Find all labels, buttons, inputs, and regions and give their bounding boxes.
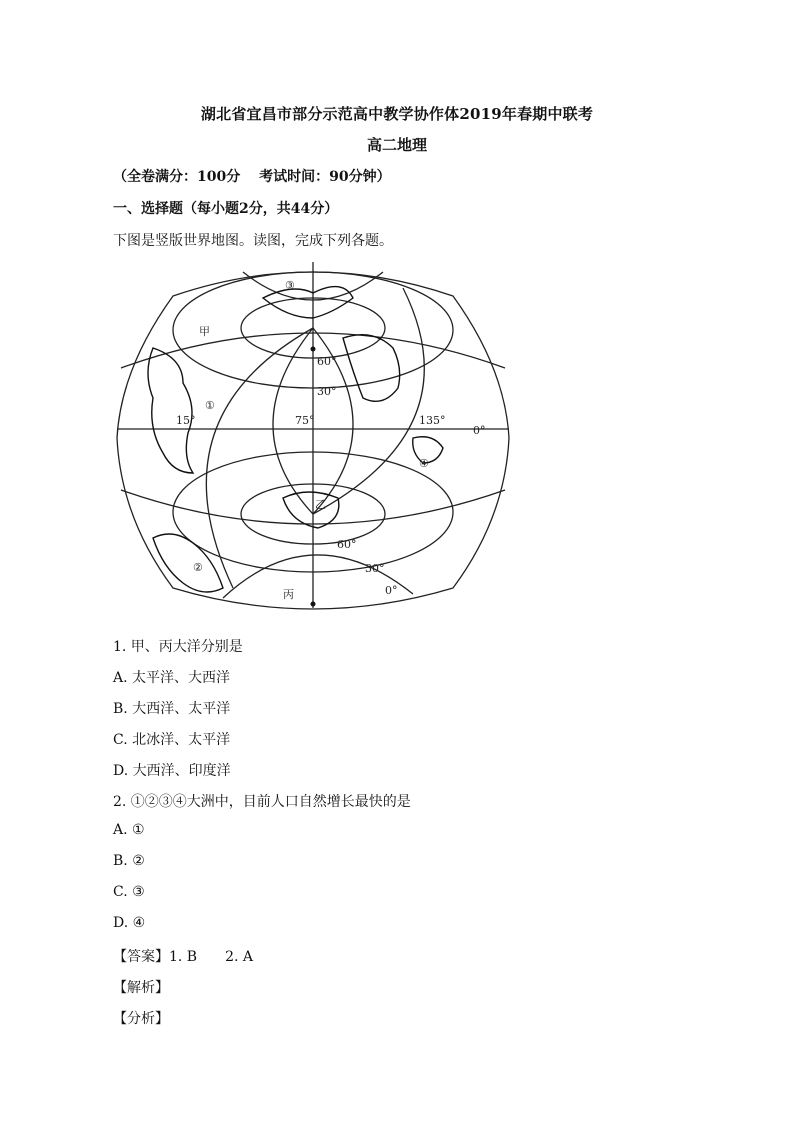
map-label-continent-1: ① (205, 399, 215, 412)
question-1-option-c: C. 北冰洋、太平洋 (113, 732, 231, 748)
world-map-figure (113, 258, 513, 620)
map-label-continent-3: ③ (285, 279, 295, 292)
map-label-jia: 甲 (199, 325, 210, 338)
exam-info: （全卷满分：100分 考试时间：90分钟） (113, 169, 391, 185)
analysis-heading: 【解析】 (113, 980, 169, 996)
question-2-option-c: C. ③ (113, 884, 145, 900)
answer-line: 【答案】1. B 2. A (113, 949, 254, 965)
map-label-60-degree-top: 60° (317, 355, 337, 368)
question-1-option-b: B. 大西洋、太平洋 (113, 701, 231, 717)
map-label-15-degree: 15° (176, 414, 196, 427)
map-label-0-degree-bottom: 0° (385, 584, 398, 597)
exam-title: 湖北省宜昌市部分示范高中教学协作体2019年春期中联考 (200, 105, 594, 123)
fenxi-heading: 【分析】 (113, 1011, 169, 1027)
map-label-30-degree-top: 30° (317, 385, 337, 398)
map-label-60-degree-bottom: 60° (337, 538, 357, 551)
question-1-stem: 1. 甲、丙大洋分别是 (113, 639, 243, 655)
question-2-option-a: A. ① (113, 822, 145, 838)
question-2-stem: 2. ①②③④大洲中，目前人口自然增长最快的是 (113, 794, 411, 810)
map-label-continent-4: ④ (419, 457, 429, 470)
map-label-0-degree-right: 0° (473, 424, 486, 437)
question-2-option-b: B. ② (113, 853, 145, 869)
map-label-yi: 乙 (315, 498, 326, 511)
map-label-continent-2: ② (193, 561, 203, 574)
map-label-135-degree: 135° (419, 414, 446, 427)
exam-subtitle: 高二地理 (366, 136, 427, 154)
intro-text: 下图是竖版世界地图。读图，完成下列各题。 (113, 233, 393, 249)
question-1-option-a: A. 太平洋、大西洋 (113, 670, 231, 686)
question-2-option-d: D. ④ (113, 915, 146, 931)
question-1-option-d: D. 大西洋、印度洋 (113, 763, 231, 779)
section-heading: 一、选择题（每小题2分，共44分） (113, 201, 339, 217)
map-label-75-degree: 75° (295, 414, 315, 427)
map-label-bing: 丙 (283, 588, 294, 601)
map-label-30-degree-bottom: 30° (365, 562, 385, 575)
